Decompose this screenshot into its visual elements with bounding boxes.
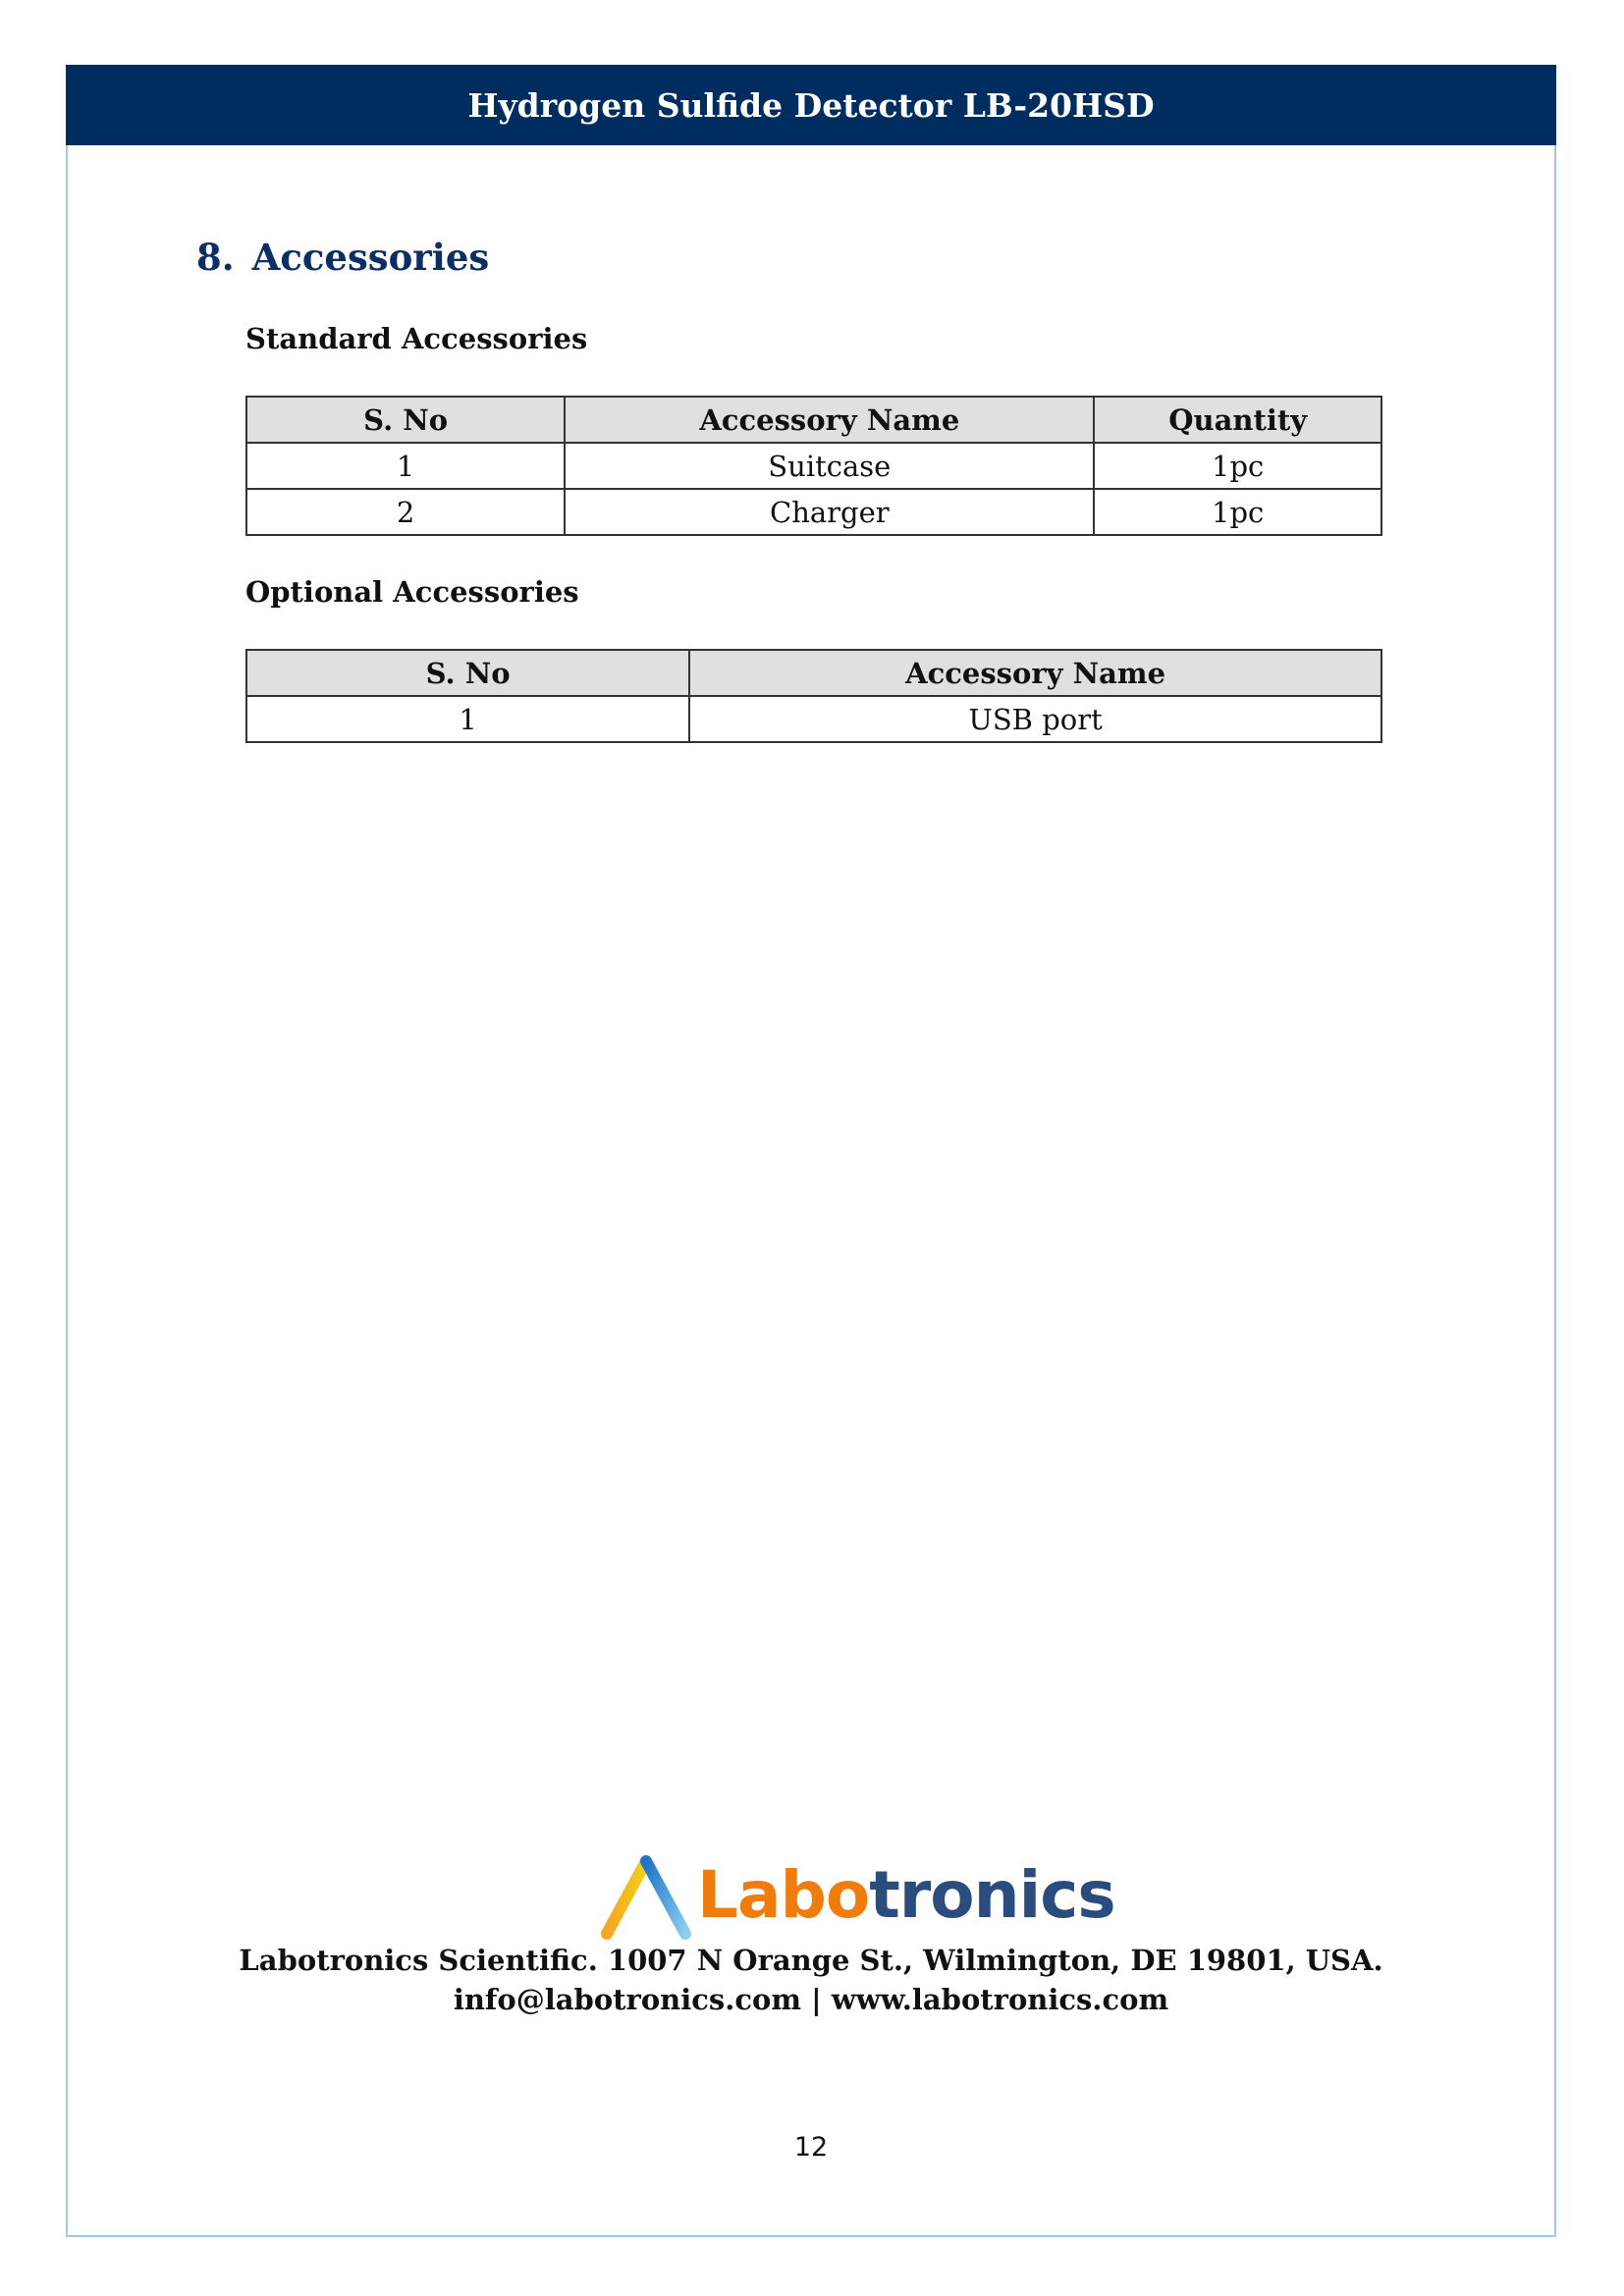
column-header-accessory-name: Accessory Name: [689, 650, 1381, 696]
section-number: 8.: [196, 236, 235, 279]
cell-accessory-name: USB port: [689, 696, 1381, 742]
cell-quantity: 1pc: [1094, 443, 1381, 489]
cell-sno: 2: [246, 489, 565, 535]
footer-address: Labotronics Scientific. 1007 N Orange St., Wilmington, DE 19801, USA.: [239, 1944, 1383, 1977]
table-row: [246, 443, 1381, 489]
cell-accessory-name: Charger: [565, 489, 1094, 535]
standard-accessories-table: [245, 396, 1382, 536]
table-row: [246, 696, 1381, 742]
standard-accessories-title: Standard Accessories: [245, 322, 588, 355]
logo-text-labo: Labo: [697, 1857, 870, 1933]
footer-contact: info@labotronics.com | www.labotronics.com: [453, 1983, 1169, 2016]
table-row: [246, 489, 1381, 535]
table-header-row: [246, 397, 1381, 443]
section-heading: [196, 236, 489, 279]
section-title: Accessories: [251, 236, 490, 279]
cell-sno: 1: [246, 696, 689, 742]
page-number: 12: [793, 2132, 829, 2163]
column-header-sno: S. No: [246, 650, 689, 696]
cell-sno: 1: [246, 443, 565, 489]
column-header-sno: S. No: [246, 397, 565, 443]
cell-accessory-name: Suitcase: [565, 443, 1094, 489]
column-header-quantity: Quantity: [1094, 397, 1381, 443]
optional-accessories-table: [245, 649, 1382, 743]
table-header-row: [246, 650, 1381, 696]
header-title: Hydrogen Sulfide Detector LB-20HSD: [467, 85, 1155, 125]
logo-text-tronics: tronics: [869, 1857, 1115, 1933]
cell-quantity: 1pc: [1094, 489, 1381, 535]
header-bar: [66, 65, 1556, 145]
optional-accessories-title: Optional Accessories: [245, 575, 579, 609]
column-header-accessory-name: Accessory Name: [565, 397, 1094, 443]
logo-wordmark: [697, 1857, 1115, 1933]
